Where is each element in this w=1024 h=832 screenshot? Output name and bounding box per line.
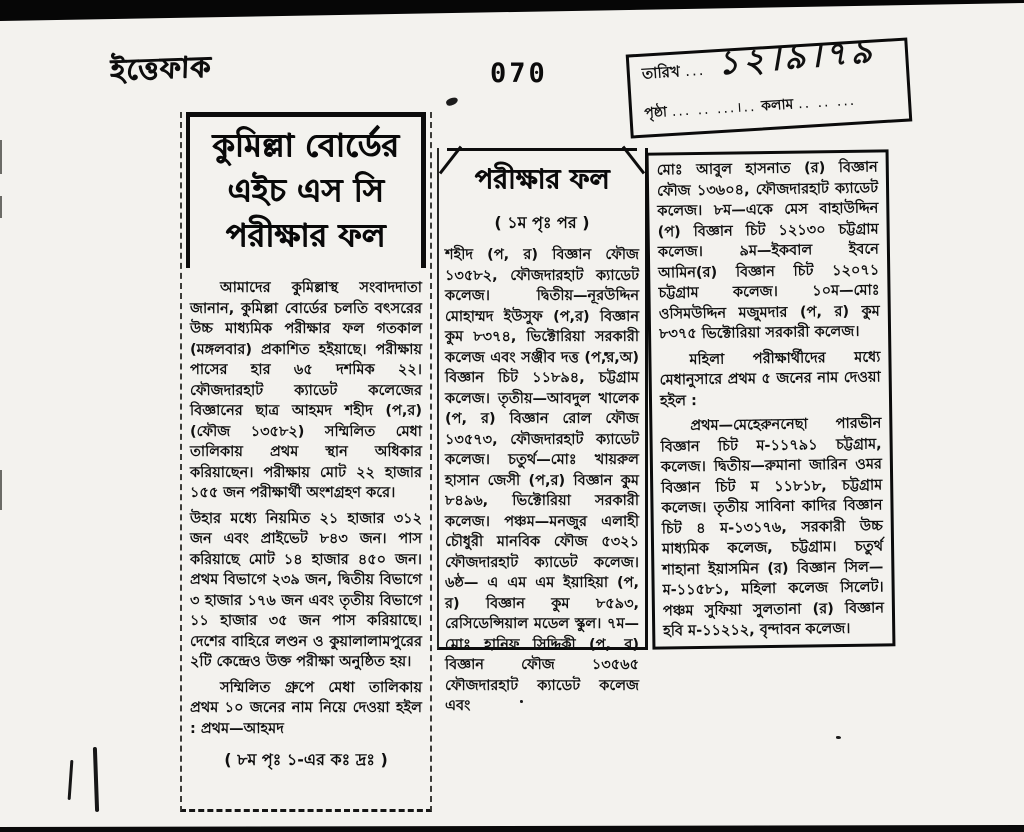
page-dots: ... .. ...।.. [671,98,757,120]
article-column-right [646,149,896,649]
article-paragraph: উহার মধ্যে নিয়মিত ২১ হাজার ৩১২ জন এবং প্রাইভেট ৮৪৩ জন। পাস করিয়াছে মোট ১৪ হাজার ৪৫০ জন। প্রথম বিভাগে ২৩৯ জন, দ্বিতীয় বিভাগে ৩ হাজার ১৭৬ জন এবং তৃতীয় বিভাগে ১১ হাজার ৩৫ জন পাস করিয়াছে। দেশের বাহিরে লণ্ডন ও কুয়ালালামপুরের ২টি কেন্দ্রেও উক্ত পরীক্ষা অনুষ্ঠিত হয়। [190,510,422,670]
article-column-left [180,112,432,812]
page-row [644,86,899,125]
archive-serial-stamp: 070 [490,58,548,89]
handwritten-mark [68,760,74,800]
article-paragraph: মহিলা পরীক্ষার্থীদের মধ্যে মেধানুসারে প্রথম ৫ জনের নাম দেওয়া হইল : [659,348,881,410]
headline-line-3: পরীক্ষার ফল [225,216,386,254]
article-paragraph: শহীদ (প, র) বিজ্ঞান ফৌজ ১৩৫৮২, ফৌজদারহাট ক্যাডেট কলেজ। দ্বিতীয়—নূরউদ্দিন মোহাম্মদ ইউসুফ (প,র) বিজ্ঞান কুম ৮৩৭৪, ভিক্টোরিয়া সরকারী কলেজ এবং সঞ্জীব দত্ত (প,র,অ) বিজ্ঞান চিট ১১৮৯৪, চট্টগ্রাম কলেজ। তৃতীয়—আবদুল খালেক (প, র) বিজ্ঞান রোল ফৌজ ১৩৫৭৩, ফৌজদারহাট ক্যাডেট কলেজ। চতুর্থ—মোঃ খায়রুল হাসান জেসী (প,র) বিজ্ঞান কুম ৮৪৯৬, ভিক্টোরিয়া সরকারী কলেজ। পঞ্চম—মনজুর এলাহী চৌধুরী মানবিক ফৌজ ৫৩২১ ফৌজদারহাট ক্যাডেট কলেজ। ৬ষ্ঠ— এ এম এম ইয়াহিয়া (প, র) বিজ্ঞান কুম ৮৫৯৩, রেসিডেন্সিয়াল মডেল স্কুল। ৭ম—মোঃ হানিফ সিদ্দিকী (প, র) বিজ্ঞান ফৌজ ১৩৫৬৫ ফৌজদারহাট ক্যাডেট কলেজ এবং [445,247,639,714]
article-paragraph: আমাদের কুমিল্লাস্থ সংবাদদাতা জানান, কুমিল্লা বোর্ডের চলতি বৎসরের উচ্চ মাধ্যমিক পরীক্ষার ফল গতকাল (মঙ্গলবার) প্রকাশিত হইয়াছে। পরীক্ষায় পাসের হার ৬৫ দশমিক ২২। ফৌজদারহাট ক্যাডেট কলেজের বিজ্ঞানের ছাত্র আহমদ শহীদ (প,র) (ফৌজ ১৩৫৮২) সম্মিলিত মেধা তালিকায় প্রথম স্থান অধিকার করিয়াছেন। পরীক্ষায় মোট ২২ হাজার ১৫৫ জন পরীক্ষার্থী অংশগ্রহণ করে। [190,280,422,501]
article-paragraph: মোঃ আবুল হাসনাত (র) বিজ্ঞান ফৌজ ১৩৬০৪, ফৌজদারহাট ক্যাডেট কলেজ। ৮ম—একে মেস বাহাউদ্দিন (প) বিজ্ঞান চিট ১২১৩০ চট্টগ্রাম কলেজ। ৯ম—ইকবাল ইবনে আমিন(র) বিজ্ঞান চিট ১২০৭১ চট্টগ্রাম কলেজ। ১০ম—মোঃ ওসিমউদ্দিন মজুমদার (প, র) কুম ৮৩৭৫ ভিক্টোরিয়া সরকারী কলেজ। [656,159,880,343]
article-paragraph: সম্মিলিত গ্রুপে মেধা তালিকায় প্রথম ১০ জনের নাম নিয়ে দেওয়া হইল : প্রথম—আহমদ [190,679,422,737]
continuation-note: ( ৮ম পৃঃ ১-এর কঃ দ্রঃ ) [224,750,388,769]
handwritten-date: ১২।৯।৭৯ [715,31,878,83]
archive-date-stamp-box [626,31,913,138]
ink-speck [836,736,841,739]
date-row [641,31,896,87]
handwritten-mark [93,747,99,812]
column-dots: .. .. ... [797,92,857,113]
continued-from-note: ( ১ম পৃঃ পর ) [494,213,590,232]
scan-left-edge-mark [0,140,2,174]
middle-title-box [447,148,637,206]
headline-box [186,112,426,268]
headline-line-2: এইচ এস সি [227,171,384,209]
scan-top-edge-artifact [0,0,1024,22]
headline-line-1: কুমিল্লা বোর্ডের [212,126,399,164]
page-label: পৃষ্ঠা [643,104,668,122]
ink-speck [445,96,459,107]
newspaper-logo-ittefaq: ইত্তেফাক [109,49,213,87]
middle-column-title: পরীক্ষার ফল [474,164,610,195]
article-paragraph: প্রথম—মেহেরুননেছা পারভীন বিজ্ঞান চিট ম-১১৭৯১ চট্টগ্রাম, কলেজ। দ্বিতীয়—রুমানা জারিন ওমর বিজ্ঞান চিট ম ১১৮১৮, চট্টগ্রাম কলেজ। তৃতীয় সাবিনা কাদির বিজ্ঞান চিট ৪ ম-১৩১৭৬, সরকারী উচ্চ মাধ্যমিক কলেজ, চট্টগ্রাম। চতুর্থ শাহানা ইয়াসমিন (র) বিজ্ঞান সিল—ম-১১৫৮১, মহিলা কলেজ সিলেট। পঞ্চম সুফিয়া সুলতানা (র) বিজ্ঞান হবি ম-১১২১২, বৃন্দাবন কলেজ। [660,415,885,640]
article-column-middle [437,148,648,714]
column-label: কলাম [760,96,794,115]
scan-left-edge-mark [0,196,2,218]
scan-bottom-edge-artifact [0,825,1024,832]
date-label: তারিখ [641,62,681,83]
scan-left-edge-mark [0,470,2,510]
date-dots: ... [684,60,706,81]
